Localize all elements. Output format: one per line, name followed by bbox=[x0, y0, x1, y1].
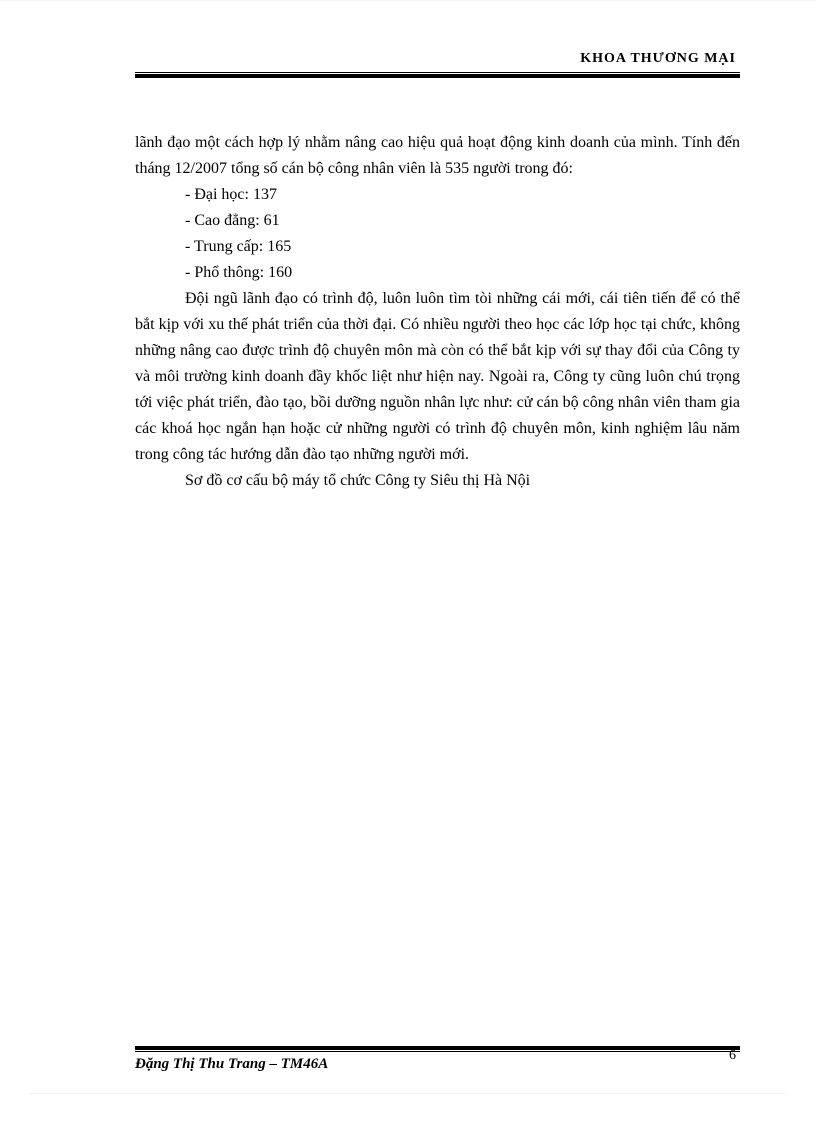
paragraph-leadership: Đội ngũ lãnh đạo có trình độ, luôn luôn tìm tòi những cái mới, cái tiên tiến để có thể bắt kịp với xu thế phát triển của thời đại. Có nhiều người theo học các lớp học tại chức, không những nâng cao được trình độ chuyên môn mà còn có thể bắt kịp với sự thay đổi của Công ty và môi trường kinh doanh đầy khốc liệt như hiện nay. Ngoài ra, Công ty cũng luôn chú trọng tới việc phát triển, đào tạo, bồi dưỡng nguồn nhân lực như: cử cán bộ công nhân viên tham gia các khoá học ngắn hạn hoặc cử những người có trình độ chuyên môn, kinh nghiệm lâu năm trong công tác hướng dẫn đào tạo những người mới. bbox=[135, 290, 740, 463]
footer-author: Đặng Thị Thu Trang – TM46A bbox=[135, 1056, 329, 1072]
list-item-highschool: - Phổ thông: 160 bbox=[185, 264, 293, 281]
page-body bbox=[135, 130, 740, 494]
paragraph-intro: lãnh đạo một cách hợp lý nhằm nâng cao hiệu quả hoạt động kinh doanh của mình. Tính đến tháng 12/2007 tổng số cán bộ công nhân viên là 535 người trong đó: bbox=[135, 134, 740, 177]
list-item-college: - Cao đẳng: 61 bbox=[185, 212, 280, 229]
page-bottom-edge bbox=[30, 1093, 786, 1094]
footer-rule bbox=[135, 1046, 740, 1052]
top-edge-shade bbox=[0, 0, 816, 2]
list-item-university: - Đại học: 137 bbox=[185, 186, 277, 203]
paragraph-org-chart-caption: Sơ đồ cơ cấu bộ máy tổ chức Công ty Siêu thị Hà Nội bbox=[185, 472, 531, 489]
list-item-intermediate: - Trung cấp: 165 bbox=[185, 238, 292, 255]
page-number: 6 bbox=[729, 1048, 736, 1063]
header-title: KHOA THƯƠNG MẠI bbox=[580, 51, 736, 66]
header-rule bbox=[135, 72, 740, 78]
